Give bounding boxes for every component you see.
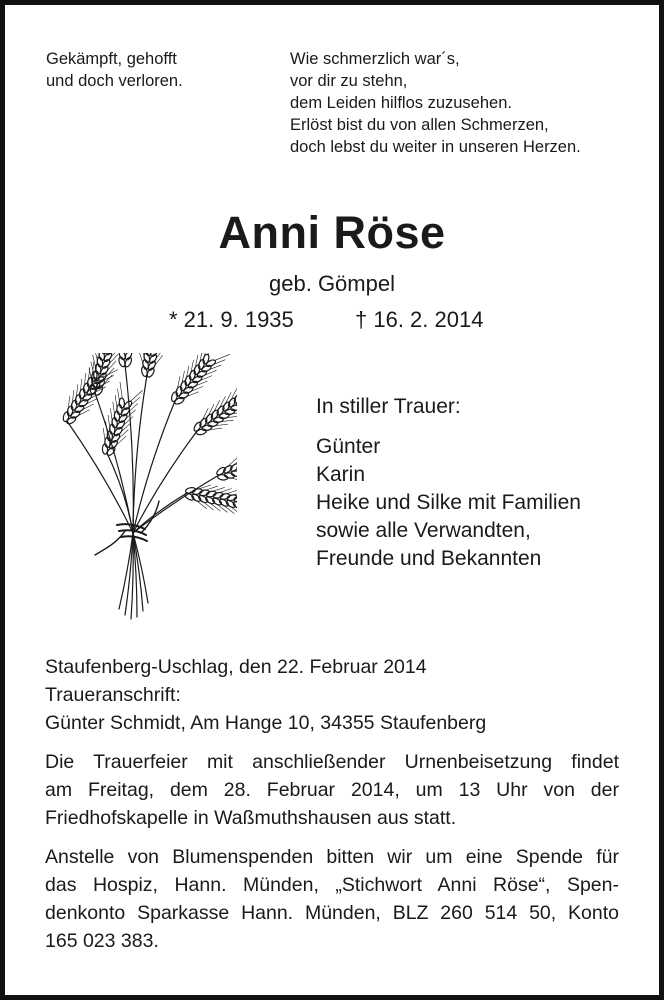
mourner-name: Freunde und Bekannten [316,547,542,570]
birth-name: geb. Gömpel [269,271,395,296]
mourner-name: Heike und Silke mit Familien [316,491,581,514]
funeral-line: am Freitag, dem 28. Februar 2014, um 13 Uhr von der [45,779,619,801]
donation-line: 165 023 383. [45,930,159,952]
mourner-name: sowie alle Verwandten, [316,519,531,542]
funeral-line: Die Trauerfeier mit anschließender Urnenbeisetzung findet [45,751,619,773]
poem-line: Gekämpft, gehofft [46,50,177,68]
funeral-paragraph [45,748,619,832]
poem-line: Wie schmerzlich war´s, [290,50,460,68]
mourners-block [316,393,581,573]
poem-left [46,48,183,92]
mourner-name: Karin [316,463,366,486]
donation-line: das Hospiz, Hann. Münden, „Stichwort Anni Röse“, Spen- [45,874,619,896]
poem-line: doch lebst du weiter in unseren Herzen. [290,138,581,156]
donation-line: denkonto Sparkasse Hann. Münden, BLZ 260 514 50, Konto [45,902,619,924]
poem-right [290,48,581,158]
poem-line: und doch verloren. [46,72,183,90]
birth-date: * 21. 9. 1935 [169,307,294,332]
death-date: † 16. 2. 2014 [355,307,484,332]
wheat-sheaf-icon [47,353,237,623]
donation-paragraph [45,843,619,955]
funeral-line: Friedhofskapelle in Waßmuthshausen aus statt. [45,807,457,829]
place-date: Staufenberg-Uschlag, den 22. Februar 2014 [45,656,427,678]
poem-line: vor dir zu stehn, [290,72,408,90]
poem-line: Erlöst bist du von allen Schmerzen, [290,116,549,134]
deceased-name: Anni Röse [218,207,446,258]
address: Günter Schmidt, Am Hange 10, 34355 Staufenberg [45,712,487,734]
address-label: Traueranschrift: [45,684,181,706]
obituary-notice [5,5,659,995]
mourner-name: Günter [316,435,381,458]
mourners-heading: In stiller Trauer: [316,395,461,418]
donation-line: Anstelle von Blumenspenden bitten wir um eine Spende für [45,846,619,868]
notice-details [45,653,619,955]
poem-line: dem Leiden hilflos zuzusehen. [290,94,512,112]
